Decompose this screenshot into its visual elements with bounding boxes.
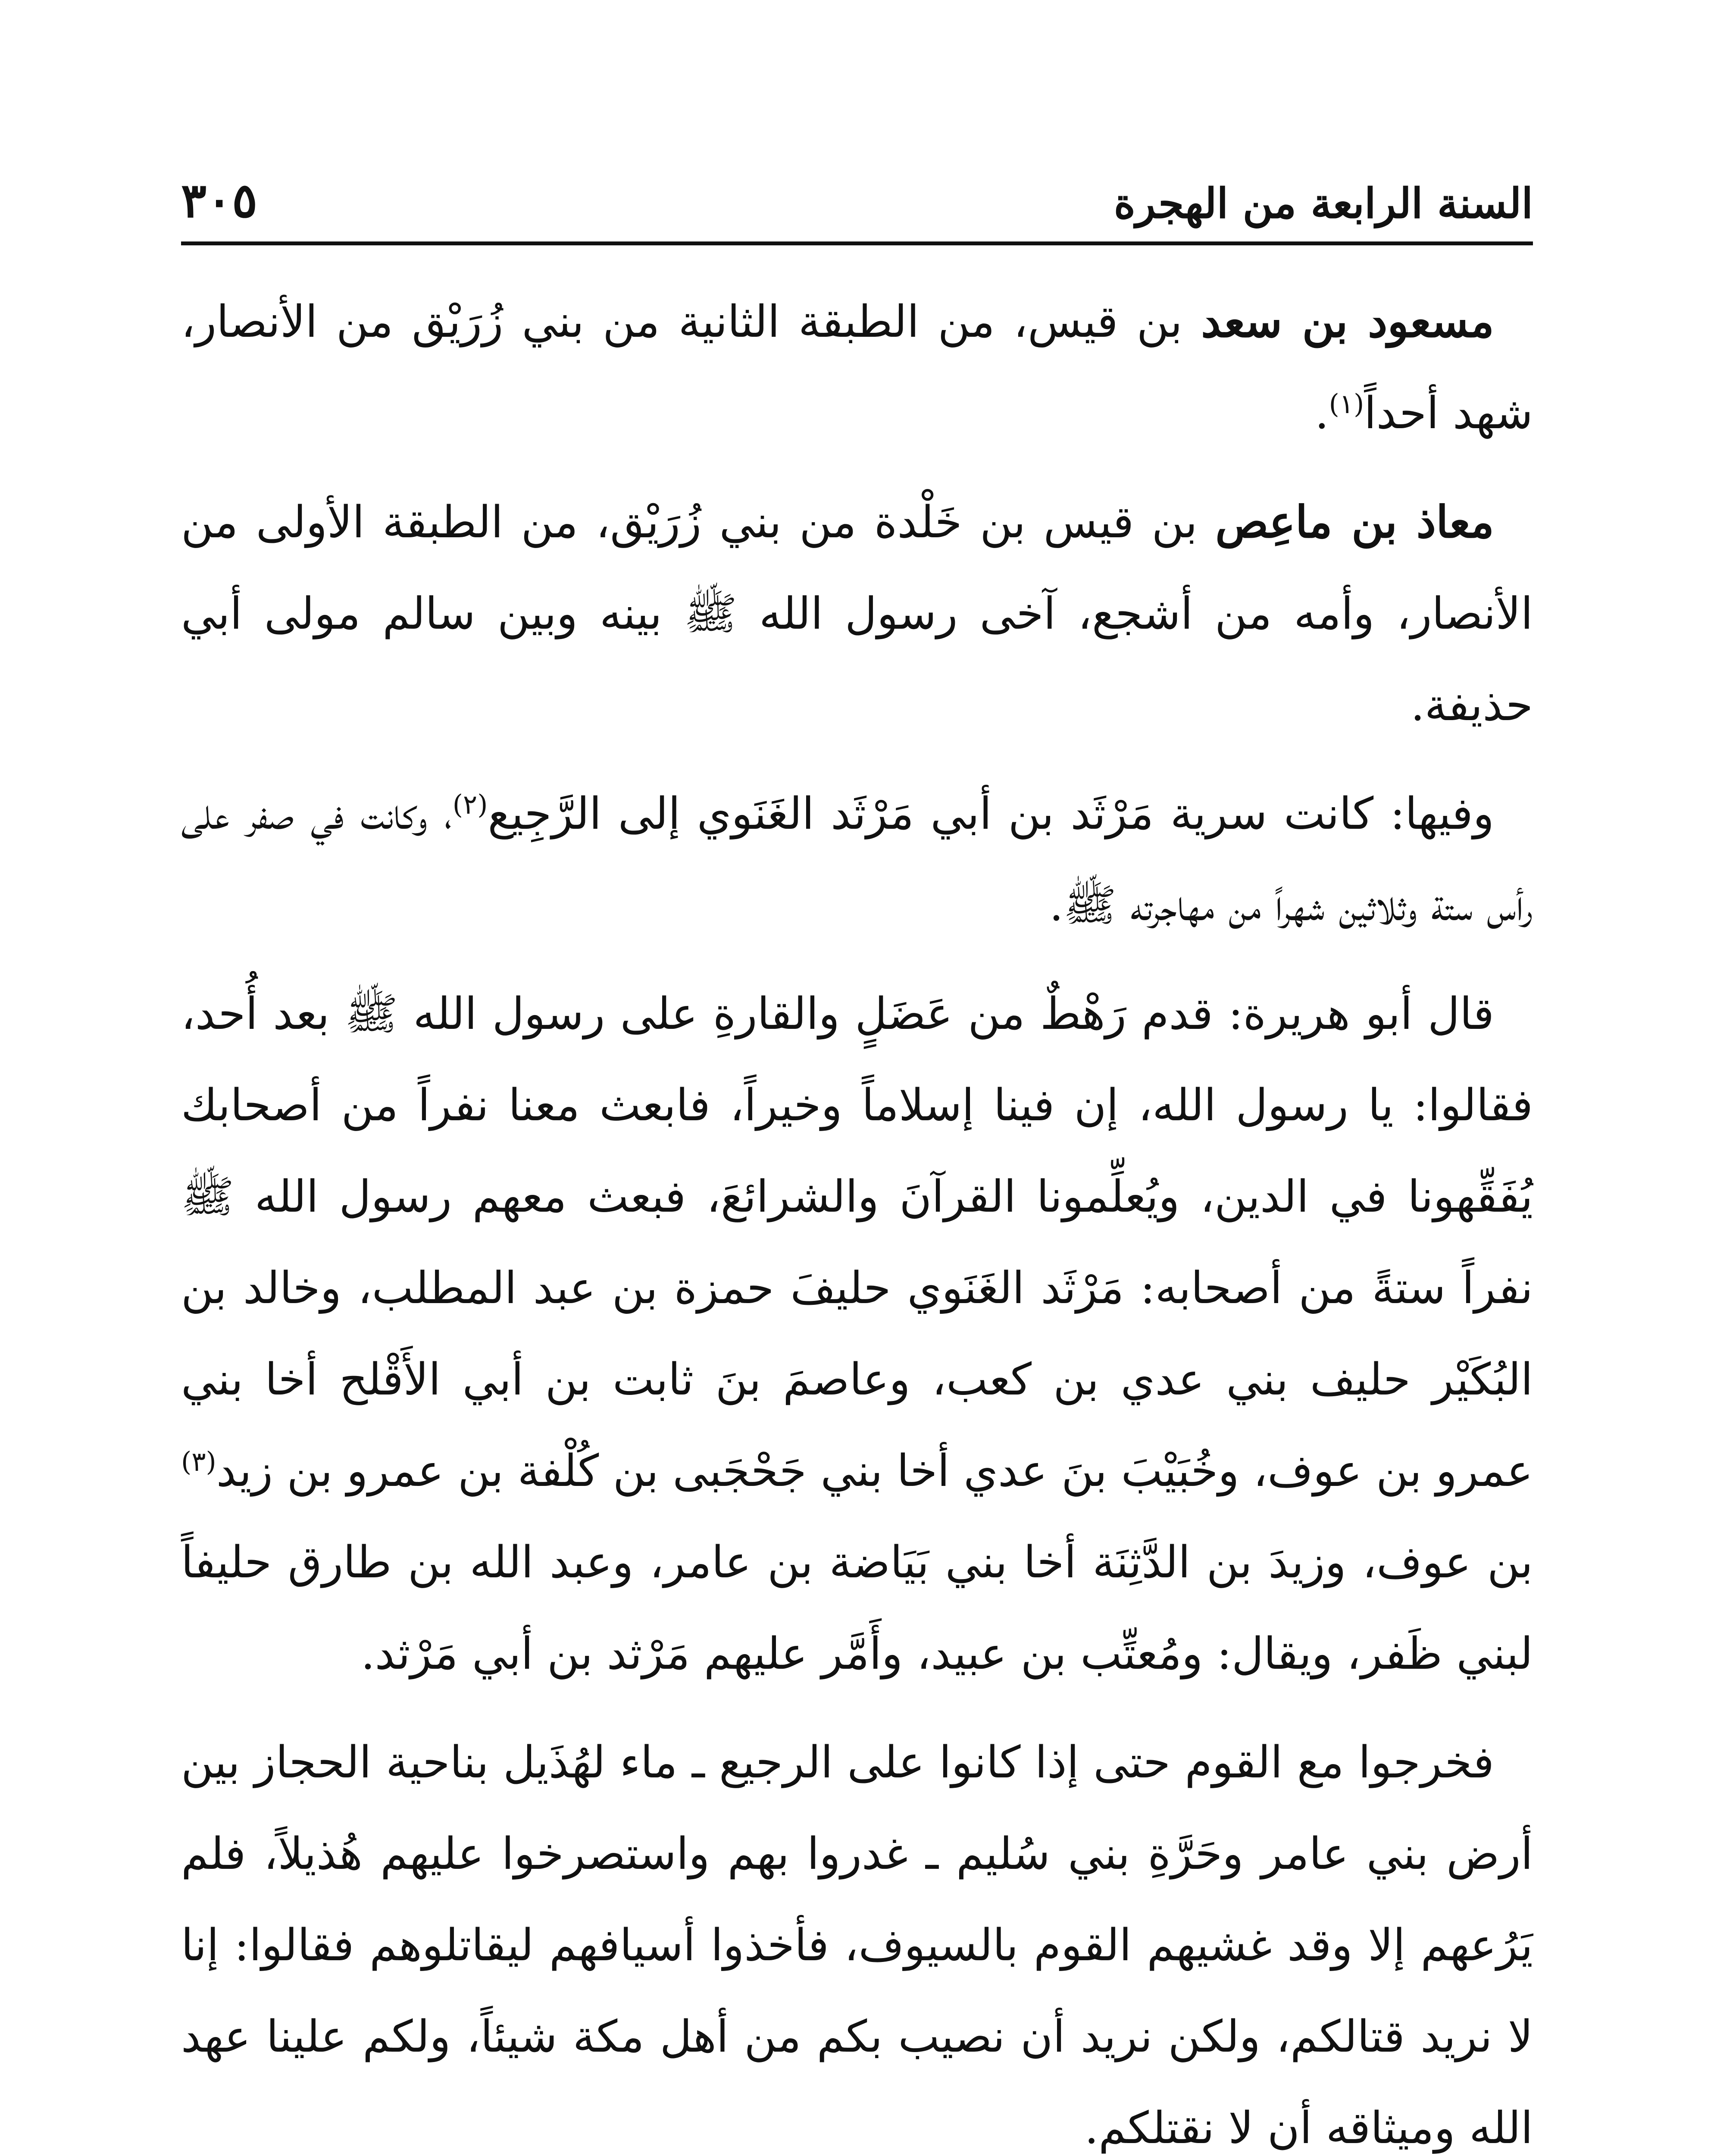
chapter-title: السنة الرابعة من الهجرة — [1113, 179, 1533, 228]
entry-name: معاذ بن ماعِص — [1215, 496, 1495, 548]
paragraph-abu-hurayra — [181, 968, 1533, 1700]
paragraph-betrayal — [181, 1717, 1533, 2156]
paragraph-tail: . — [1315, 388, 1329, 439]
paragraph-text: فخرجوا مع القوم حتى إذا كانوا على الرجيع ـ ماء لهُذَيل بناحية الحجاز بين أرض بني عامر وحَرَّةِ بني سُليم ـ غدروا بهم واستصرخوا عليهم هُذيلاً، فلم يَرُعهم إلا وقد غشيهم القوم بالسيوف، فأخذوا أسيافهم ليقاتلوهم فقالوا: إنا لا نريد قتالكم، ولكن نريد أن نصيب بكم من أهل مكة شيئاً، ولكم علينا عهد الله وميثاقه أن لا نقتلكم. — [181, 1737, 1533, 2154]
paragraph-text: بن قيس، من الطبقة الثانية من بني زُرَيْق من الأنصار، شهد أحداً — [181, 296, 1533, 439]
running-head — [181, 142, 1533, 228]
paragraph-text: وفيها: كانت سرية مَرْثَد بن أبي مَرْثَد الغَنَوي إلى الرَّجِيع — [488, 788, 1495, 840]
entry-name: مسعود بن سعد — [1201, 296, 1494, 348]
paragraph-raji-expedition — [181, 768, 1533, 951]
paragraph-masud — [181, 276, 1533, 459]
paragraph-text: بن قيس بن خَلْدة من بني زُرَيْق، من الطبقة الأولى من الأنصار، وأمه من أشجع، آخى رسول الله ﷺ بينه وبين سالم مولى أبي حذيفة. — [181, 497, 1533, 731]
header-rule — [181, 241, 1533, 245]
page-number: ٣٠٥ — [181, 172, 258, 228]
footnote-ref-3[interactable]: (٣) — [181, 1446, 216, 1477]
footnote-ref-1[interactable]: (١) — [1329, 388, 1364, 420]
footnote-ref-2[interactable]: (٢) — [452, 789, 488, 820]
paragraph-tail: ، وكانت في صفر على رأس ستة وثلاثين شهراً من مهاجرته ﷺ. — [181, 788, 1533, 931]
paragraph-muadh — [181, 476, 1533, 751]
main-text — [181, 276, 1533, 2156]
paragraph-text: قال أبو هريرة: قدم رَهْطٌ من عَضَلٍ والقارةِ على رسول الله ﷺ بعد أُحد، فقالوا: يا رسول الله، إن فينا إسلاماً وخيراً، فابعث معنا نفراً من أصحابك يُفَقِّهونا في الدين، ويُعلِّمونا القرآنَ والشرائعَ، فبعث معهم رسول الله ﷺ نفراً ستةً من أصحابه: مَرْثَد الغَنَوي حليفَ حمزة بن عبد المطلب، وخالد بن البُكَيْر حليف بني عدي بن كعب، وعاصمَ بنَ ثابت بن أبي الأَقْلح أخا بني عمرو بن عوف، وخُبَيْبَ بنَ عدي أخا بني جَحْجَبى بن كُلْفة بن عمرو بن زيد — [181, 988, 1533, 1497]
paragraph-tail: بن عوف، وزيدَ بن الدَّثِنَة أخا بني بَيَاضة بن عامر، وعبد الله بن طارق حليفاً لبني ظَفر، ويقال: ومُعتِّب بن عبيد، وأَمَّر عليهم مَرْثد بن أبي مَرْثد. — [181, 1537, 1533, 1680]
